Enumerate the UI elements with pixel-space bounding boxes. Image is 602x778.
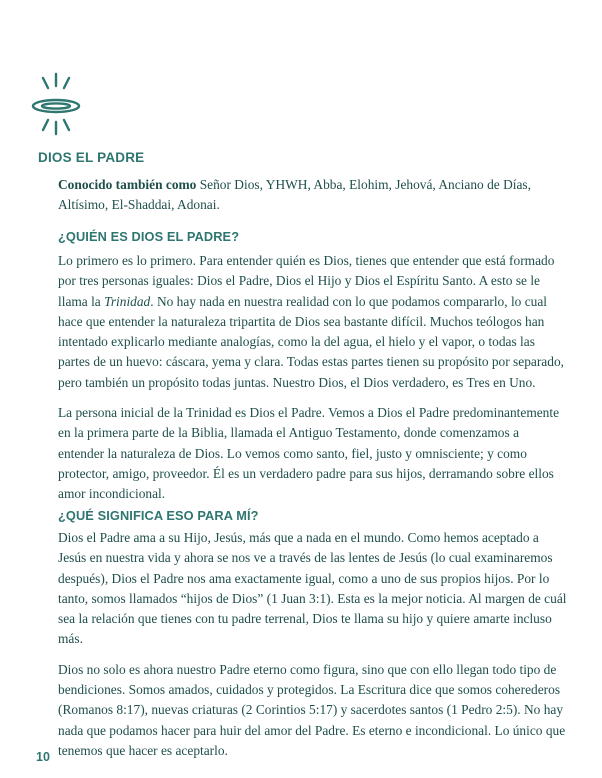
paragraph-blessings: Dios no solo es ahora nuestro Padre eterno como figura, sino que con ello llegan todo tipo de bendiciones. Somos amados, cuidados y protegidos. La Escritura dice que somos coherederos (Romanos 8:17), nuevas criaturas (2 Corintios 5:17) y sacerdotes santos (1 Pedro 2:5). No hay nada que podamos hacer para huir del amor del Padre. Es eterno e incondicional. Lo único que tenemos que hacer es aceptarlo. [58,661,566,758]
question-heading-meaning: ¿QUÉ SIGNIFICA ESO PARA MÍ? [58,508,259,523]
question-body-who [58,251,568,505]
alias-label: Conocido también como [58,177,197,192]
alias-names: Señor Dios, YHWH, Abba, Elohim, Jehová, Anciano de Días, Altísimo, El-Shaddai, Adonai. [58,177,531,213]
paragraph-father: La persona inicial de la Trinidad es Dios el Padre. Vemos a Dios el Padre predominantemente en la primera parte de la Biblia, llamada el Antiguo Testamento, donde comenzamos a entender la naturaleza de Dios. Lo vemos como santo, fiel, justo y omnisciente; y como protector, amigo, proveedor. Él es un verdadero padre para sus hijos, derramando sobre ellos amor incondicional. [58,405,560,502]
question-heading-who: ¿QUIÉN ES DIOS EL PADRE? [58,229,240,244]
alias-paragraph [58,175,568,216]
section-title: DIOS EL PADRE [38,150,145,165]
paragraph-text: Lo primero es lo primero. Para entender quién es Dios, tienes que entender que está formado por tres personas iguales: Dios el Padre, Dios el Hijo y Dios el Espíritu Santo. A esto se le llama la [58,253,555,309]
trinity-term: Trinidad [104,293,151,309]
page-number: 10 [36,750,50,764]
paragraph-text: . No hay nada en nuestra realidad con lo que podamos compararlo, lo cual hace que entender la naturaleza tripartita de Dios sea bastante difícil. Muchos teólogos han intentado explicarlo mediante analogías, como la del agua, el hielo y el vapor, o todas las partes de un huevo: cáscara, yema y clara. Todas estas partes tienen su propósito por separado, pero también un propósito todas juntas. Nuestro Dios, el Dios verdadero, es Tres en Uno. [58,293,564,390]
paragraph-trinity [58,251,568,393]
paragraph-love: Dios el Padre ama a su Hijo, Jesús, más que a nada en el mundo. Como hemos aceptado a Jesús en nuestra vida y ahora se nos ve a través de las lentes de Jesús (lo cual examinaremos después), Dios el Padre nos ama exactamente igual, como a uno de sus propios hijos. Por lo tanto, somos llamados “hijos de Dios” (1 Juan 3:1). Esta es la mejor noticia. Al margen de cuál sea la relación que tienes con tu padre terrenal, Dios te llama su hijo y quiere amarte incluso más. [58,530,567,647]
halo-icon [30,70,82,140]
question-body-meaning [58,528,568,761]
